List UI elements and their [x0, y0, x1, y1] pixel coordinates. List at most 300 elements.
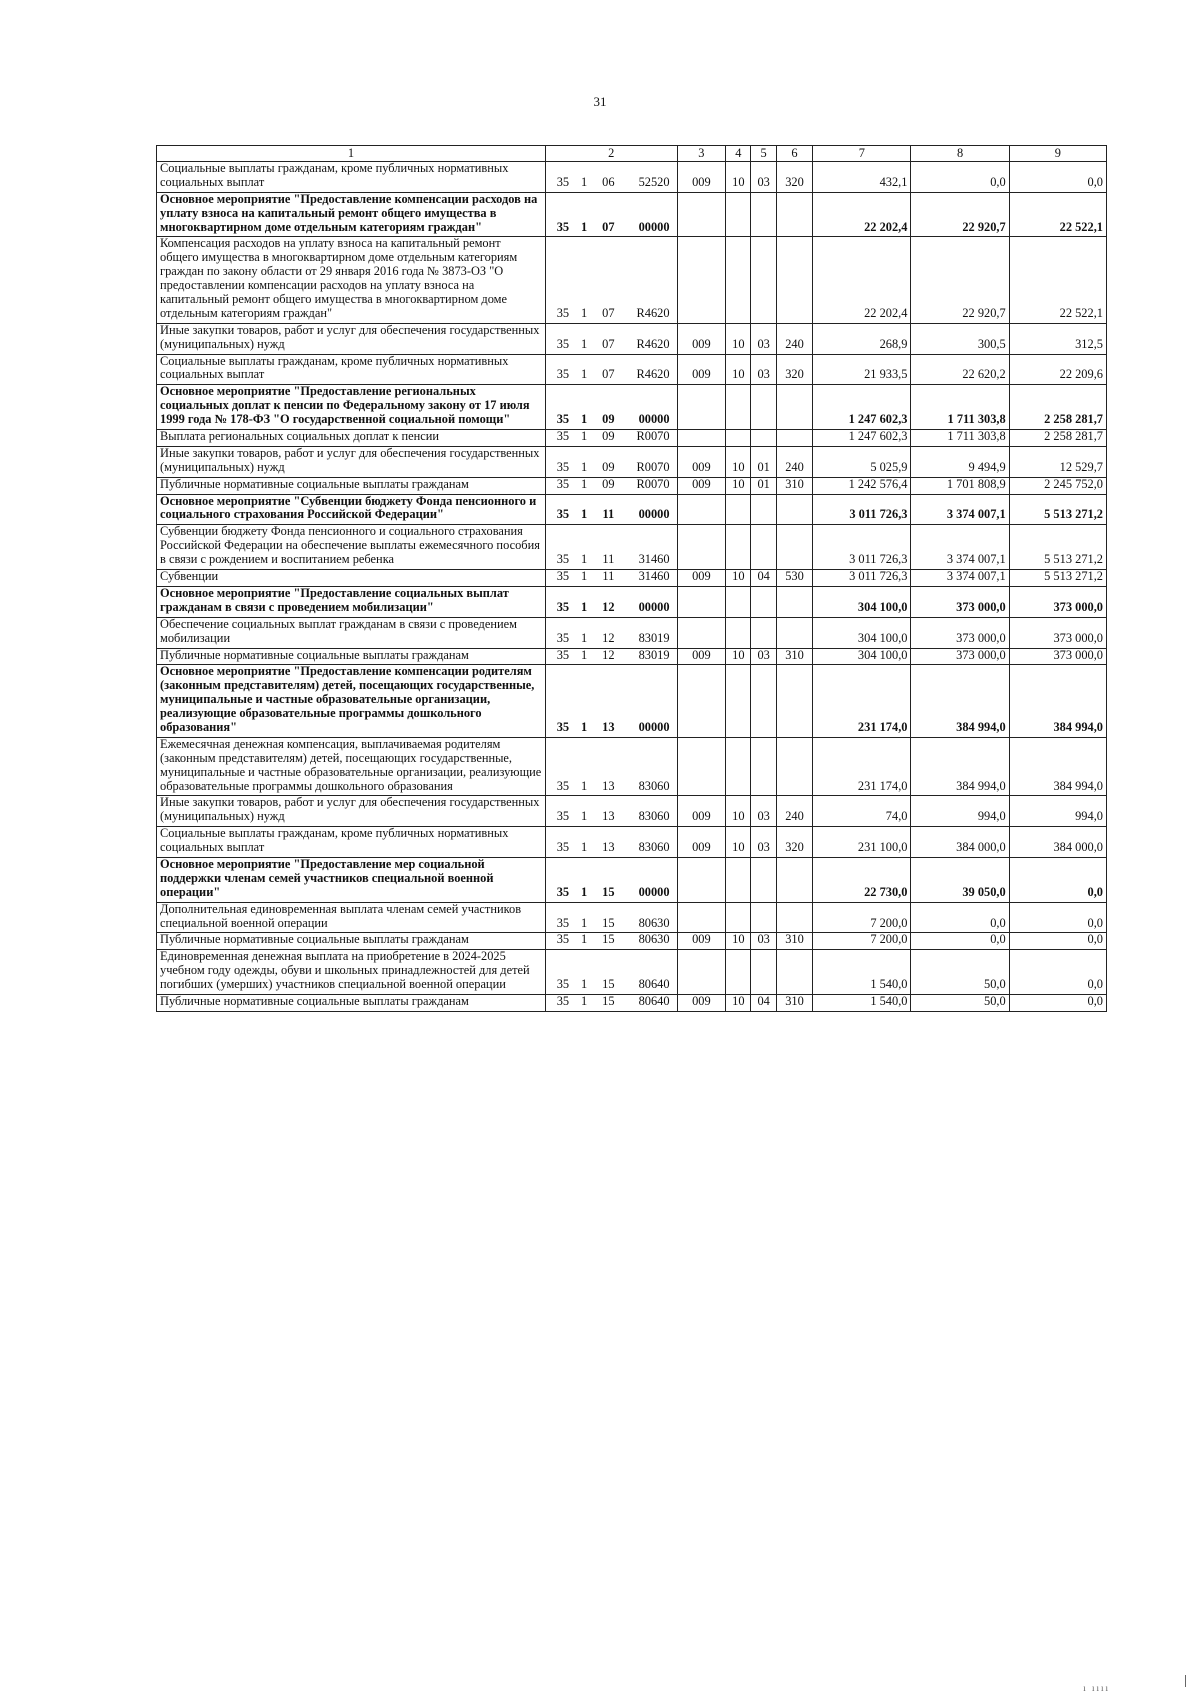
- subsection-code: 03: [751, 827, 776, 858]
- subprogram-code: 1: [581, 915, 588, 930]
- amount-col-7: 3 011 726,3: [813, 525, 911, 570]
- item-name: Ежемесячная денежная компенсация, выплачиваемая родителям (законным представителям) детей, посещающих государственные, муниципальные и частные образовательные организации, реализующие образовательные программы дошкольного образования: [157, 737, 546, 796]
- section-code: [726, 665, 751, 737]
- program-code: 35: [556, 219, 570, 234]
- measure-code: 11: [602, 507, 615, 522]
- target-article-code: [545, 648, 677, 665]
- header-col-6: 6: [776, 146, 812, 162]
- amount-col-8: 22 920,7: [911, 237, 1009, 323]
- header-col-8: 8: [911, 146, 1009, 162]
- program-code: 35: [556, 778, 570, 793]
- amount-col-7: 74,0: [813, 796, 911, 827]
- direction-code: 00000: [638, 719, 670, 734]
- subprogram-code: 1: [581, 367, 588, 382]
- direction-code: R4620: [636, 367, 670, 382]
- amount-col-8: 373 000,0: [911, 586, 1009, 617]
- ministry-code: [677, 950, 726, 995]
- direction-code: 83060: [638, 809, 670, 824]
- item-name: Публичные нормативные социальные выплаты гражданам: [157, 648, 546, 665]
- target-article-code: [545, 827, 677, 858]
- subprogram-code: 1: [581, 174, 588, 189]
- amount-col-8: 0,0: [911, 933, 1009, 950]
- amount-col-9: 22 522,1: [1009, 237, 1106, 323]
- subprogram-code: 1: [581, 932, 588, 947]
- amount-col-8: 3 374 007,1: [911, 494, 1009, 525]
- ministry-code: 009: [677, 933, 726, 950]
- measure-code: 09: [602, 429, 615, 444]
- amount-col-7: 7 200,0: [813, 933, 911, 950]
- amount-col-8: 994,0: [911, 796, 1009, 827]
- item-name: Обеспечение социальных выплат гражданам в связи с проведением мобилизации: [157, 617, 546, 648]
- ministry-code: [677, 902, 726, 933]
- amount-col-8: 0,0: [911, 902, 1009, 933]
- amount-col-9: 312,5: [1009, 323, 1106, 354]
- table-row-11: [157, 525, 1107, 570]
- amount-col-9: 384 994,0: [1009, 737, 1106, 796]
- amount-col-9: 994,0: [1009, 796, 1106, 827]
- measure-code: 13: [602, 809, 615, 824]
- subprogram-code: 1: [581, 994, 588, 1008]
- amount-col-7: 1 540,0: [813, 994, 911, 1011]
- ministry-code: 009: [677, 354, 726, 385]
- amount-col-9: 5 513 271,2: [1009, 494, 1106, 525]
- section-code: [726, 494, 751, 525]
- subprogram-code: 1: [581, 719, 588, 734]
- expense-type-code: [776, 617, 812, 648]
- item-name: Единовременная денежная выплата на приобретение в 2024-2025 учебном году одежды, обуви и школьных принадлежностей для детей погибших (умерших) участников специальной военной операции: [157, 950, 546, 995]
- expense-type-code: 310: [776, 994, 812, 1011]
- amount-col-9: 0,0: [1009, 950, 1106, 995]
- subsection-code: 01: [751, 477, 776, 494]
- target-article-code: [545, 237, 677, 323]
- ministry-code: [677, 525, 726, 570]
- program-code: 35: [556, 994, 570, 1008]
- amount-col-9: 12 529,7: [1009, 446, 1106, 477]
- amount-col-9: 2 258 281,7: [1009, 430, 1106, 447]
- subsection-code: [751, 737, 776, 796]
- item-name: Основное мероприятие "Предоставление компенсации родителям (законным представителям) детей, посещающих государственные, муниципальные и частные образовательные организации, реализующие образовательные программы дошкольного образования": [157, 665, 546, 737]
- target-article-code: [545, 950, 677, 995]
- target-article-code: [545, 494, 677, 525]
- amount-col-8: 50,0: [911, 950, 1009, 995]
- table-row-23: [157, 950, 1107, 995]
- target-article-code: [545, 385, 677, 430]
- amount-col-9: 0,0: [1009, 857, 1106, 902]
- amount-col-8: 373 000,0: [911, 648, 1009, 665]
- subsection-code: [751, 192, 776, 237]
- amount-col-8: 39 050,0: [911, 857, 1009, 902]
- subsection-code: [751, 665, 776, 737]
- section-code: [726, 902, 751, 933]
- subsection-code: [751, 494, 776, 525]
- section-code: 10: [726, 827, 751, 858]
- item-name: Выплата региональных социальных доплат к пенсии: [157, 430, 546, 447]
- ministry-code: 009: [677, 323, 726, 354]
- target-article-code: [545, 192, 677, 237]
- subprogram-code: 1: [581, 429, 588, 444]
- subprogram-code: 1: [581, 840, 588, 855]
- amount-col-8: 1 711 303,8: [911, 385, 1009, 430]
- header-col-9: 9: [1009, 146, 1106, 162]
- subprogram-code: 1: [581, 648, 588, 662]
- subprogram-code: 1: [581, 305, 588, 320]
- table-row-5: [157, 354, 1107, 385]
- program-code: 35: [556, 932, 570, 947]
- amount-col-7: 1 540,0: [813, 950, 911, 995]
- direction-code: 80640: [638, 994, 670, 1008]
- expense-type-code: [776, 430, 812, 447]
- direction-code: 83060: [638, 840, 670, 855]
- measure-code: 15: [602, 994, 615, 1008]
- section-code: 10: [726, 446, 751, 477]
- expense-type-code: 320: [776, 827, 812, 858]
- program-code: 35: [556, 630, 570, 645]
- subsection-code: 03: [751, 933, 776, 950]
- amount-col-7: 231 174,0: [813, 737, 911, 796]
- table-row-22: [157, 933, 1107, 950]
- section-code: 10: [726, 477, 751, 494]
- expense-type-code: 240: [776, 796, 812, 827]
- section-code: 10: [726, 162, 751, 193]
- table-row-16: [157, 665, 1107, 737]
- amount-col-8: 22 620,2: [911, 354, 1009, 385]
- table-row-9: [157, 477, 1107, 494]
- expense-type-code: [776, 192, 812, 237]
- ministry-code: 009: [677, 827, 726, 858]
- program-code: 35: [556, 809, 570, 824]
- table-row-12: [157, 570, 1107, 587]
- section-code: [726, 385, 751, 430]
- direction-code: 83019: [638, 630, 670, 645]
- direction-code: 52520: [638, 174, 670, 189]
- ministry-code: 009: [677, 477, 726, 494]
- program-code: 35: [556, 305, 570, 320]
- table-row-17: [157, 737, 1107, 796]
- item-name: Основное мероприятие "Субвенции бюджету Фонда пенсионного и социального страхования Российской Федерации": [157, 494, 546, 525]
- table-row-4: [157, 323, 1107, 354]
- measure-code: 15: [602, 915, 615, 930]
- measure-code: 13: [602, 778, 615, 793]
- section-code: 10: [726, 933, 751, 950]
- amount-col-7: 22 202,4: [813, 237, 911, 323]
- subsection-code: [751, 430, 776, 447]
- expense-type-code: [776, 950, 812, 995]
- measure-code: 12: [602, 648, 615, 662]
- measure-code: 07: [602, 305, 615, 320]
- section-code: 10: [726, 994, 751, 1011]
- item-name: Компенсация расходов на уплату взноса на капитальный ремонт общего имущества в многоквартирном доме отдельным категориям граждан по закону области от 29 января 2016 года № 3873-ОЗ "О предоставлении компенсации расходов на уплату взноса на капитальный ремонт общего имущества в многоквартирном доме отдельным категориям граждан": [157, 237, 546, 323]
- item-name: Основное мероприятие "Предоставление социальных выплат гражданам в связи с проведением мобилизации": [157, 586, 546, 617]
- measure-code: 07: [602, 336, 615, 351]
- item-name: Социальные выплаты гражданам, кроме публичных нормативных социальных выплат: [157, 827, 546, 858]
- subsection-code: [751, 857, 776, 902]
- section-code: [726, 950, 751, 995]
- expense-type-code: 320: [776, 354, 812, 385]
- section-code: 10: [726, 570, 751, 587]
- amount-col-7: 7 200,0: [813, 902, 911, 933]
- amount-col-9: 22 209,6: [1009, 354, 1106, 385]
- program-code: 35: [556, 477, 570, 491]
- item-name: Основное мероприятие "Предоставление региональных социальных доплат к пенсии по Федеральному закону от 17 июля 1999 года № 178-ФЗ "О государственной социальной помощи": [157, 385, 546, 430]
- program-code: 35: [556, 552, 570, 567]
- ministry-code: 009: [677, 570, 726, 587]
- subsection-code: [751, 902, 776, 933]
- direction-code: R0070: [636, 429, 670, 444]
- measure-code: 09: [602, 459, 615, 474]
- expense-type-code: 320: [776, 162, 812, 193]
- target-article-code: [545, 586, 677, 617]
- target-article-code: [545, 162, 677, 193]
- amount-col-8: 3 374 007,1: [911, 570, 1009, 587]
- expense-type-code: [776, 237, 812, 323]
- subsection-code: 04: [751, 570, 776, 587]
- section-code: [726, 192, 751, 237]
- subprogram-code: 1: [581, 219, 588, 234]
- item-name: Социальные выплаты гражданам, кроме публичных нормативных социальных выплат: [157, 162, 546, 193]
- amount-col-8: 50,0: [911, 994, 1009, 1011]
- expense-type-code: [776, 385, 812, 430]
- subprogram-code: 1: [581, 569, 588, 584]
- table-row-15: [157, 648, 1107, 665]
- amount-col-9: 5 513 271,2: [1009, 570, 1106, 587]
- table-row-18: [157, 796, 1107, 827]
- header-col-5: 5: [751, 146, 776, 162]
- scan-mark: ı ıııı: [1083, 1683, 1110, 1693]
- header-col-3: 3: [677, 146, 726, 162]
- program-code: 35: [556, 915, 570, 930]
- program-code: 35: [556, 367, 570, 382]
- subprogram-code: 1: [581, 412, 588, 427]
- direction-code: 83019: [638, 648, 670, 662]
- target-article-code: [545, 430, 677, 447]
- subprogram-code: 1: [581, 630, 588, 645]
- amount-col-9: 384 000,0: [1009, 827, 1106, 858]
- section-code: [726, 737, 751, 796]
- direction-code: R4620: [636, 336, 670, 351]
- section-code: [726, 586, 751, 617]
- ministry-code: 009: [677, 162, 726, 193]
- subsection-code: 03: [751, 323, 776, 354]
- section-code: 10: [726, 796, 751, 827]
- subsection-code: [751, 525, 776, 570]
- item-name: Иные закупки товаров, работ и услуг для обеспечения государственных (муниципальных) нужд: [157, 323, 546, 354]
- program-code: 35: [556, 429, 570, 444]
- item-name: Публичные нормативные социальные выплаты гражданам: [157, 994, 546, 1011]
- program-code: 35: [556, 569, 570, 584]
- target-article-code: [545, 902, 677, 933]
- direction-code: R0070: [636, 459, 670, 474]
- program-code: 35: [556, 174, 570, 189]
- item-name: Субвенции бюджету Фонда пенсионного и социального страхования Российской Федерации на обеспечение выплаты ежемесячного пособия в связи с рождением и воспитанием ребенка: [157, 525, 546, 570]
- budget-table: [156, 145, 1107, 1012]
- direction-code: 80630: [638, 915, 670, 930]
- header-row: [157, 146, 1107, 162]
- expense-type-code: 310: [776, 933, 812, 950]
- amount-col-9: 373 000,0: [1009, 586, 1106, 617]
- item-name: Дополнительная единовременная выплата членам семей участников специальной военной операции: [157, 902, 546, 933]
- measure-code: 07: [602, 219, 615, 234]
- measure-code: 15: [602, 884, 615, 899]
- expense-type-code: [776, 525, 812, 570]
- item-name: Иные закупки товаров, работ и услуг для обеспечения государственных (муниципальных) нужд: [157, 446, 546, 477]
- target-article-code: [545, 570, 677, 587]
- measure-code: 15: [602, 977, 615, 992]
- subprogram-code: 1: [581, 884, 588, 899]
- amount-col-7: 21 933,5: [813, 354, 911, 385]
- table-row-1: [157, 162, 1107, 193]
- direction-code: 00000: [638, 219, 670, 234]
- ministry-code: [677, 617, 726, 648]
- subsection-code: 03: [751, 162, 776, 193]
- subprogram-code: 1: [581, 552, 588, 567]
- table-row-6: [157, 385, 1107, 430]
- expense-type-code: 240: [776, 323, 812, 354]
- target-article-code: [545, 796, 677, 827]
- direction-code: 00000: [638, 412, 670, 427]
- subsection-code: [751, 586, 776, 617]
- direction-code: 80630: [638, 932, 670, 947]
- target-article-code: [545, 933, 677, 950]
- page-number: 31: [593, 94, 607, 109]
- measure-code: 06: [602, 174, 615, 189]
- amount-col-8: 373 000,0: [911, 617, 1009, 648]
- ministry-code: [677, 586, 726, 617]
- direction-code: 31460: [638, 569, 670, 584]
- target-article-code: [545, 477, 677, 494]
- table-row-8: [157, 446, 1107, 477]
- amount-col-9: 22 522,1: [1009, 192, 1106, 237]
- item-name: Публичные нормативные социальные выплаты гражданам: [157, 477, 546, 494]
- item-name: Иные закупки товаров, работ и услуг для обеспечения государственных (муниципальных) нужд: [157, 796, 546, 827]
- subsection-code: 03: [751, 796, 776, 827]
- subsection-code: 03: [751, 354, 776, 385]
- program-code: 35: [556, 719, 570, 734]
- section-code: [726, 430, 751, 447]
- program-code: 35: [556, 599, 570, 614]
- target-article-code: [545, 857, 677, 902]
- ministry-code: 009: [677, 648, 726, 665]
- subprogram-code: 1: [581, 477, 588, 491]
- expense-type-code: [776, 494, 812, 525]
- table-body: [157, 162, 1107, 1012]
- amount-col-9: 5 513 271,2: [1009, 525, 1106, 570]
- expense-type-code: [776, 737, 812, 796]
- amount-col-9: 2 245 752,0: [1009, 477, 1106, 494]
- target-article-code: [545, 994, 677, 1011]
- expense-type-code: 310: [776, 648, 812, 665]
- amount-col-9: 373 000,0: [1009, 617, 1106, 648]
- amount-col-7: 1 247 602,3: [813, 430, 911, 447]
- amount-col-8: 384 994,0: [911, 737, 1009, 796]
- amount-col-7: 304 100,0: [813, 617, 911, 648]
- target-article-code: [545, 446, 677, 477]
- direction-code: 83060: [638, 778, 670, 793]
- amount-col-8: 384 000,0: [911, 827, 1009, 858]
- amount-col-8: 0,0: [911, 162, 1009, 193]
- section-code: [726, 857, 751, 902]
- table-row-19: [157, 827, 1107, 858]
- amount-col-9: 2 258 281,7: [1009, 385, 1106, 430]
- amount-col-7: 3 011 726,3: [813, 494, 911, 525]
- direction-code: 80640: [638, 977, 670, 992]
- section-code: [726, 525, 751, 570]
- expense-type-code: [776, 902, 812, 933]
- measure-code: 09: [602, 412, 615, 427]
- direction-code: R4620: [636, 305, 670, 320]
- amount-col-9: 0,0: [1009, 162, 1106, 193]
- amount-col-7: 5 025,9: [813, 446, 911, 477]
- amount-col-7: 304 100,0: [813, 648, 911, 665]
- expense-type-code: 530: [776, 570, 812, 587]
- measure-code: 12: [602, 630, 615, 645]
- program-code: 35: [556, 459, 570, 474]
- expense-type-code: 240: [776, 446, 812, 477]
- section-code: 10: [726, 648, 751, 665]
- direction-code: 00000: [638, 884, 670, 899]
- amount-col-8: 9 494,9: [911, 446, 1009, 477]
- table-row-7: [157, 430, 1107, 447]
- ministry-code: [677, 665, 726, 737]
- ministry-code: [677, 857, 726, 902]
- amount-col-8: 3 374 007,1: [911, 525, 1009, 570]
- amount-col-9: 0,0: [1009, 994, 1106, 1011]
- header-col-1: 1: [157, 146, 546, 162]
- section-code: [726, 617, 751, 648]
- program-code: 35: [556, 507, 570, 522]
- direction-code: 31460: [638, 552, 670, 567]
- table-row-2: [157, 192, 1107, 237]
- amount-col-9: 384 994,0: [1009, 665, 1106, 737]
- header-col-2: 2: [545, 146, 677, 162]
- amount-col-7: 432,1: [813, 162, 911, 193]
- amount-col-7: 231 100,0: [813, 827, 911, 858]
- amount-col-8: 1 701 808,9: [911, 477, 1009, 494]
- subsection-code: 04: [751, 994, 776, 1011]
- amount-col-8: 300,5: [911, 323, 1009, 354]
- amount-col-7: 22 202,4: [813, 192, 911, 237]
- ministry-code: [677, 237, 726, 323]
- expense-type-code: [776, 665, 812, 737]
- direction-code: 00000: [638, 599, 670, 614]
- ministry-code: 009: [677, 994, 726, 1011]
- section-code: 10: [726, 354, 751, 385]
- amount-col-9: 0,0: [1009, 902, 1106, 933]
- ministry-code: 009: [677, 796, 726, 827]
- item-name: Основное мероприятие "Предоставление мер социальной поддержки членам семей участников специальной военной операции": [157, 857, 546, 902]
- program-code: 35: [556, 336, 570, 351]
- table-row-3: [157, 237, 1107, 323]
- measure-code: 11: [602, 569, 615, 584]
- amount-col-7: 1 247 602,3: [813, 385, 911, 430]
- subprogram-code: 1: [581, 459, 588, 474]
- target-article-code: [545, 617, 677, 648]
- program-code: 35: [556, 977, 570, 992]
- measure-code: 13: [602, 719, 615, 734]
- amount-col-9: 0,0: [1009, 933, 1106, 950]
- table-row-10: [157, 494, 1107, 525]
- subprogram-code: 1: [581, 599, 588, 614]
- measure-code: 11: [602, 552, 615, 567]
- subsection-code: 03: [751, 648, 776, 665]
- item-name: Субвенции: [157, 570, 546, 587]
- item-name: Публичные нормативные социальные выплаты гражданам: [157, 933, 546, 950]
- table-row-20: [157, 857, 1107, 902]
- direction-code: R0070: [636, 477, 670, 491]
- target-article-code: [545, 525, 677, 570]
- item-name: Социальные выплаты гражданам, кроме публичных нормативных социальных выплат: [157, 354, 546, 385]
- subsection-code: [751, 237, 776, 323]
- section-code: 10: [726, 323, 751, 354]
